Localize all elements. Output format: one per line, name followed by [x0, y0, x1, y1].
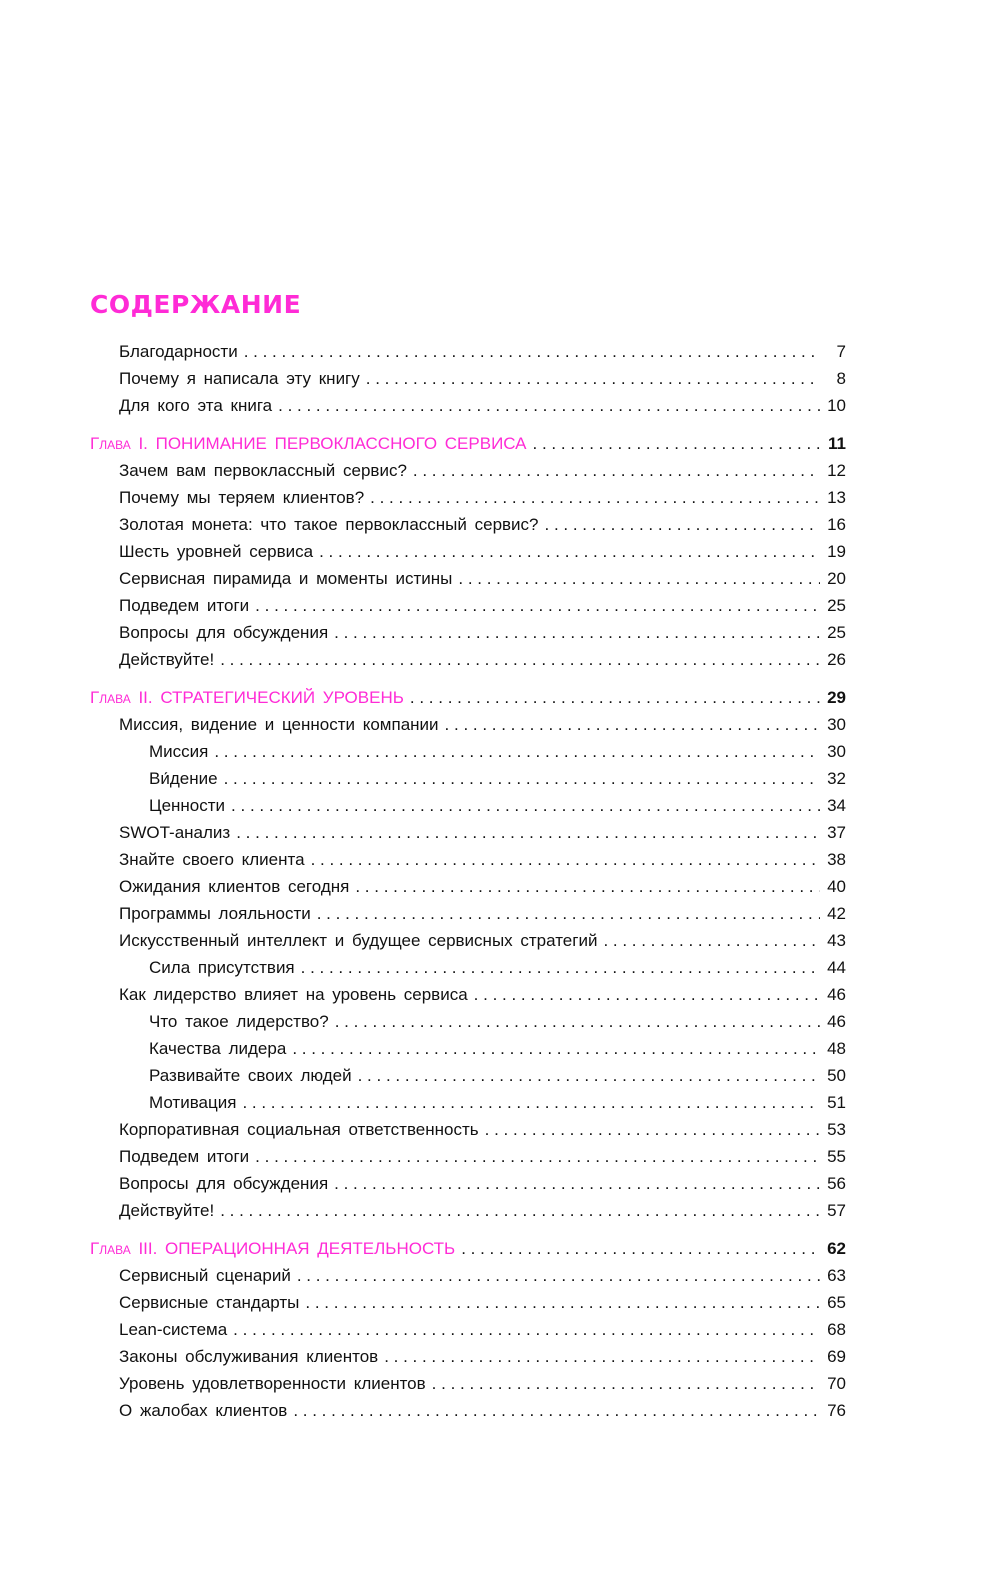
toc-entry-label: Сервисная пирамида и моменты истины [119, 569, 453, 588]
toc-page-number: 20 [827, 569, 846, 588]
toc-page-number: 63 [827, 1266, 846, 1285]
toc-page-number: 19 [827, 542, 846, 561]
toc-entry-row[interactable] [90, 1370, 846, 1397]
toc-entry-row[interactable] [90, 1062, 846, 1089]
toc-entry-row[interactable] [90, 765, 846, 792]
toc-entry-row[interactable] [90, 1397, 846, 1424]
toc-page-number: 8 [836, 369, 846, 388]
toc-entry-row[interactable] [90, 365, 846, 392]
toc-leader-dots [319, 538, 820, 565]
toc-leader-dots [545, 511, 820, 538]
toc-page-number: 50 [827, 1066, 846, 1085]
toc-entry-label: Как лидерство влияет на уровень сервиса [119, 985, 468, 1004]
toc-chapter-label [90, 1235, 455, 1262]
toc-leader-dots [220, 1197, 820, 1224]
toc-chapter-word: Глава [90, 1239, 131, 1258]
toc-page-number: 44 [827, 958, 846, 977]
toc-entry-label: Ценности [149, 796, 226, 815]
toc-leader-dots [236, 819, 820, 846]
toc-entry-row[interactable] [90, 819, 846, 846]
toc-chapter-label [90, 684, 404, 711]
toc-page-number: 30 [827, 715, 846, 734]
toc-leader-dots [366, 365, 820, 392]
toc-leader-dots [358, 1062, 820, 1089]
toc-page-number: 26 [827, 650, 846, 669]
toc-leader-dots [297, 1262, 820, 1289]
toc-leader-dots [370, 484, 820, 511]
toc-page-number: 42 [827, 904, 846, 923]
toc-leader-dots [334, 619, 820, 646]
toc-leader-dots [432, 1370, 820, 1397]
toc-entry-row[interactable] [90, 1170, 846, 1197]
toc-entry-label: Сервисные стандарты [119, 1293, 300, 1312]
toc-leader-dots [301, 954, 820, 981]
toc-page-number: 30 [827, 742, 846, 761]
toc-entry-label: Действуйте! [119, 650, 215, 669]
toc-entry-label: Lean-система [119, 1320, 228, 1339]
toc-entry-label: Качества лидера [149, 1039, 287, 1058]
toc-page-number: 55 [827, 1147, 846, 1166]
toc-entry-label: Уровень удовлетворенности клиентов [119, 1374, 426, 1393]
toc-entry-row[interactable] [90, 646, 846, 673]
toc-page-number: 34 [827, 796, 846, 815]
toc-entry-row[interactable] [90, 1143, 846, 1170]
toc-entry-row[interactable] [90, 1316, 846, 1343]
toc-chapter-row[interactable] [90, 430, 846, 457]
toc-entry-row[interactable] [90, 338, 846, 365]
toc-page-number: 13 [827, 488, 846, 507]
toc-leader-dots [474, 981, 820, 1008]
toc-page-number: 38 [827, 850, 846, 869]
toc-entry-label: Развивайте своих людей [149, 1066, 352, 1085]
toc-leader-dots [317, 900, 820, 927]
toc-chapter-title: I. ПОНИМАНИЕ ПЕРВОКЛАССНОГО СЕРВИСА [138, 434, 527, 453]
toc-entry-label: Вопросы для обсуждения [119, 623, 329, 642]
toc-leader-dots [278, 392, 820, 419]
toc-leader-dots [603, 927, 820, 954]
toc-entry-row[interactable] [90, 873, 846, 900]
toc-entry-row[interactable] [90, 738, 846, 765]
toc-leader-dots [410, 684, 820, 711]
toc-chapter-row[interactable] [90, 684, 846, 711]
toc-leader-dots [485, 1116, 820, 1143]
toc-page-number: 40 [827, 877, 846, 896]
toc-entry-row[interactable] [90, 592, 846, 619]
toc-leader-dots [413, 457, 820, 484]
toc-page-number: 56 [827, 1174, 846, 1193]
toc-page-number: 12 [827, 461, 846, 480]
toc-entry-row[interactable] [90, 981, 846, 1008]
toc-page-number: 46 [827, 1012, 846, 1031]
toc-entry-row[interactable] [90, 846, 846, 873]
toc-leader-dots [533, 430, 820, 457]
toc-chapter-title: III. ОПЕРАЦИОННАЯ ДЕЯТЕЛЬНОСТЬ [138, 1239, 456, 1258]
toc-leader-dots [293, 1397, 820, 1424]
toc-page-number: 76 [827, 1401, 846, 1420]
toc-entry-row[interactable] [90, 565, 846, 592]
toc-page-number: 48 [827, 1039, 846, 1058]
toc-entry-label: Благодарности [119, 342, 238, 361]
toc-leader-dots [255, 1143, 820, 1170]
toc-entry-row[interactable] [90, 792, 846, 819]
toc-page-number: 11 [828, 434, 846, 453]
toc-entry-row[interactable] [90, 1035, 846, 1062]
toc-page-number: 25 [827, 623, 846, 642]
toc-leader-dots [461, 1235, 820, 1262]
toc-entry-label: Миссия, видение и ценности компании [119, 715, 439, 734]
toc-entry-label: Корпоративная социальная ответственность [119, 1120, 479, 1139]
toc-leader-dots [292, 1035, 820, 1062]
toc-leader-dots [335, 1008, 820, 1035]
toc-page-number: 43 [827, 931, 846, 950]
toc-entry-label: Искусственный интеллект и будущее сервисных стратегий [119, 931, 598, 950]
toc-leader-dots [334, 1170, 820, 1197]
toc-chapter-word: Глава [90, 688, 131, 707]
toc-entry-label: Сила присутствия [149, 958, 295, 977]
toc-entry-label: Мотивация [149, 1093, 237, 1112]
toc-entry-row[interactable] [90, 484, 846, 511]
toc-entry-label: Золотая монета: что такое первоклассный сервис? [119, 515, 539, 534]
toc-title: СОДЕРЖАНИЕ [90, 290, 302, 319]
toc-leader-dots [311, 846, 820, 873]
toc-entry-row[interactable] [90, 1289, 846, 1316]
toc-entry-row[interactable] [90, 900, 846, 927]
toc-page-number: 51 [827, 1093, 846, 1112]
toc-chapter-row[interactable] [90, 1235, 846, 1262]
toc-leader-dots [384, 1343, 820, 1370]
toc-page-number: 69 [827, 1347, 846, 1366]
toc-entry-label: Почему мы теряем клиентов? [119, 488, 365, 507]
toc-entry-row[interactable] [90, 457, 846, 484]
toc-entry-label: Законы обслуживания клиентов [119, 1347, 379, 1366]
toc-leader-dots [355, 873, 820, 900]
toc-entry-label: Подведем итоги [119, 596, 250, 615]
toc-leader-dots [242, 1089, 820, 1116]
toc-entry-label: Для кого эта книга [119, 396, 273, 415]
toc-entry-row[interactable] [90, 392, 846, 419]
toc-entry-label: Почему я написала эту книгу [119, 369, 360, 388]
toc-page-number: 16 [827, 515, 846, 534]
toc-leader-dots [231, 792, 820, 819]
toc-page-number: 46 [827, 985, 846, 1004]
toc-entry-row[interactable] [90, 1008, 846, 1035]
toc-page-number: 68 [827, 1320, 846, 1339]
toc-page-number: 7 [836, 342, 846, 361]
toc-leader-dots [255, 592, 820, 619]
toc-entry-row[interactable] [90, 1089, 846, 1116]
toc-entry-label: Подведем итоги [119, 1147, 250, 1166]
toc-page-number: 53 [827, 1120, 846, 1139]
toc-page-number: 65 [827, 1293, 846, 1312]
toc-leader-dots [220, 646, 820, 673]
toc-entry-label: SWOT-анализ [119, 823, 231, 842]
toc-entry-row[interactable] [90, 511, 846, 538]
toc-entry-label: Сервисный сценарий [119, 1266, 291, 1285]
toc-entry-row[interactable] [90, 1262, 846, 1289]
toc-entry-row[interactable] [90, 1116, 846, 1143]
toc-leader-dots [214, 738, 820, 765]
toc-chapter-label [90, 430, 527, 457]
toc-entry-row[interactable] [90, 711, 846, 738]
toc-page-number: 62 [827, 1239, 846, 1258]
toc-list [90, 338, 846, 1424]
toc-page-number: 25 [827, 596, 846, 615]
toc-entry-label: О жалобах клиентов [119, 1401, 288, 1420]
toc-entry-label: Ви́дение [149, 769, 218, 788]
toc-page-number: 37 [827, 823, 846, 842]
toc-entry-row[interactable] [90, 927, 846, 954]
toc-chapter-word: Глава [90, 434, 131, 453]
toc-page-number: 29 [827, 688, 846, 707]
toc-leader-dots [244, 338, 820, 365]
toc-entry-row[interactable] [90, 1343, 846, 1370]
toc-leader-dots [233, 1316, 820, 1343]
toc-page-number: 70 [827, 1374, 846, 1393]
toc-entry-label: Миссия [149, 742, 209, 761]
toc-entry-label: Шесть уровней сервиса [119, 542, 314, 561]
toc-leader-dots [458, 565, 820, 592]
toc-entry-label: Действуйте! [119, 1201, 215, 1220]
toc-entry-row[interactable] [90, 1197, 846, 1224]
toc-leader-dots [305, 1289, 820, 1316]
toc-entry-label: Знайте своего клиента [119, 850, 305, 869]
toc-page-number: 57 [827, 1201, 846, 1220]
toc-entry-row[interactable] [90, 538, 846, 565]
toc-chapter-title: II. СТРАТЕГИЧЕСКИЙ УРОВЕНЬ [138, 688, 404, 707]
toc-entry-label: Вопросы для обсуждения [119, 1174, 329, 1193]
toc-entry-label: Зачем вам первоклассный сервис? [119, 461, 407, 480]
toc-entry-row[interactable] [90, 619, 846, 646]
toc-entry-label: Программы лояльности [119, 904, 311, 923]
toc-entry-label: Ожидания клиентов сегодня [119, 877, 350, 896]
toc-page-number: 10 [827, 396, 846, 415]
toc-leader-dots [445, 711, 820, 738]
toc-entry-label: Что такое лидерство? [149, 1012, 329, 1031]
toc-entry-row[interactable] [90, 954, 846, 981]
toc-leader-dots [224, 765, 820, 792]
toc-page-number: 32 [827, 769, 846, 788]
